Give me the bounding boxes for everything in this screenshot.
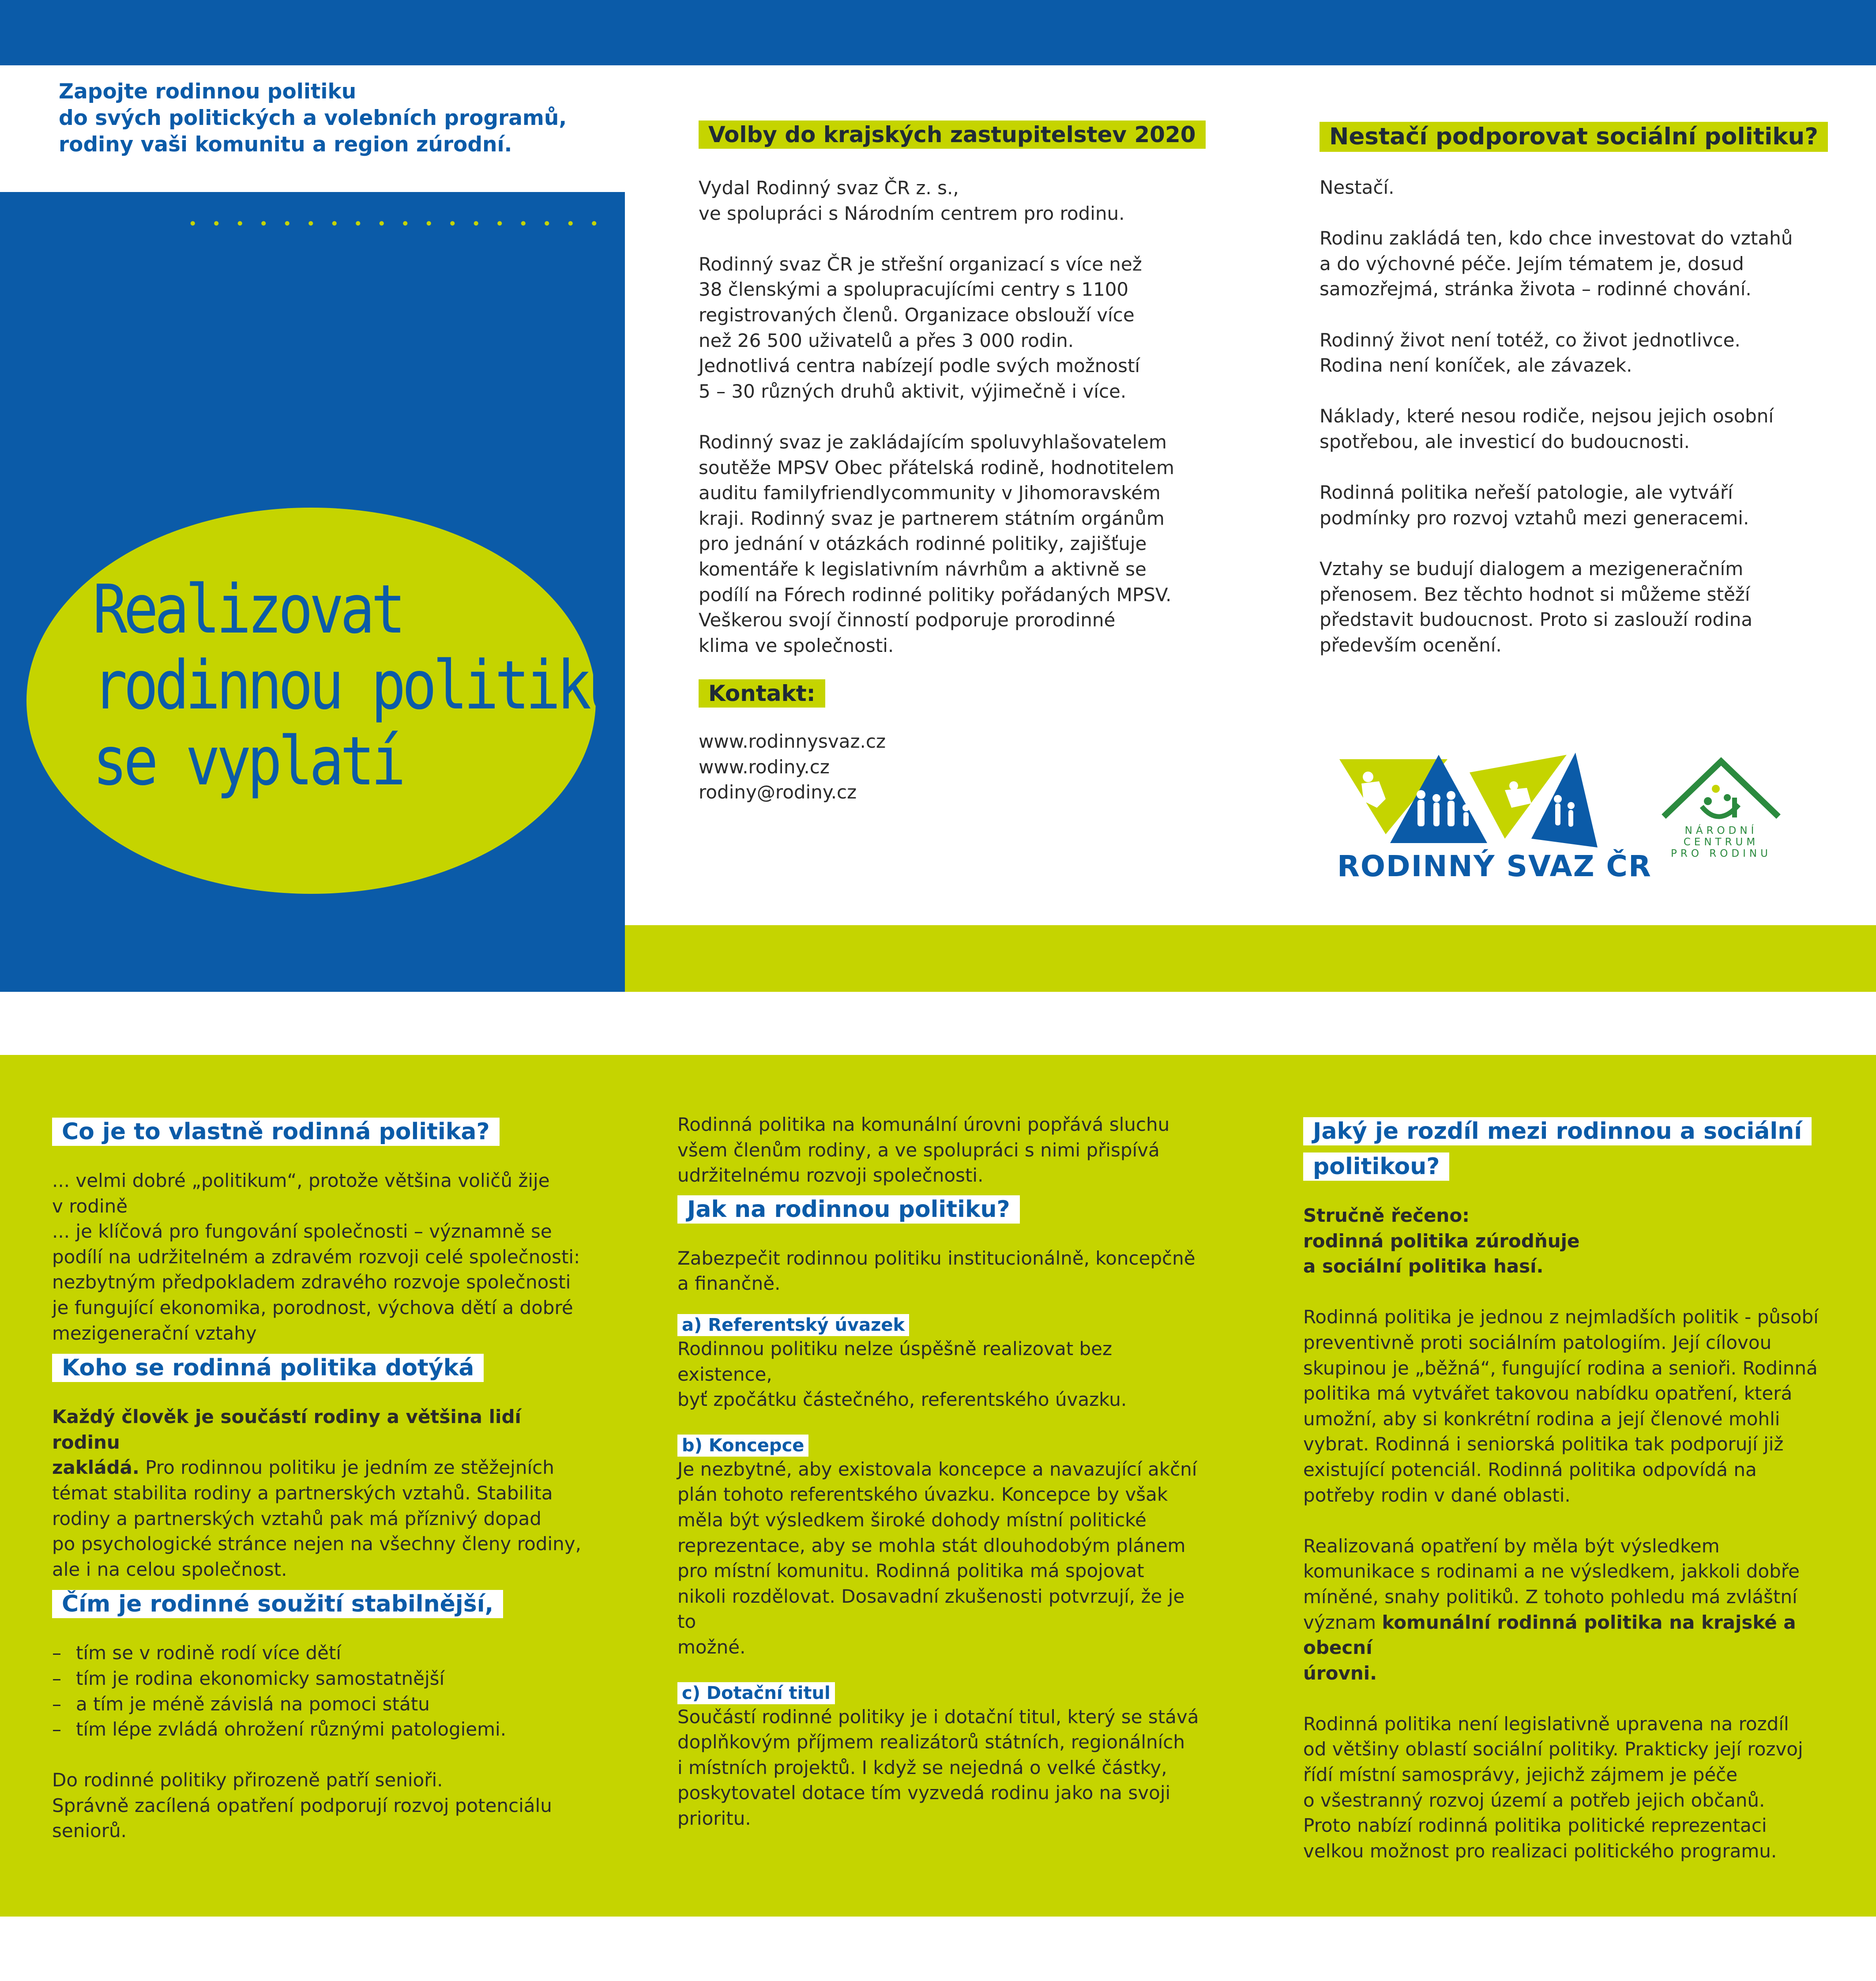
list-text: tím je rodina ekonomicky samostatnější [76, 1667, 445, 1689]
para-line: Veškerou svojí činností podporuje prorodinné [699, 609, 1116, 631]
para-line: nikoli rozdělovat. Dosavadní zkušenosti potvrzují, že je to [677, 1585, 1185, 1633]
para-line: než 26 500 uživatelů a přes 3 000 rodin. [699, 329, 1074, 351]
para-line: Rodinný svaz je zakládajícím spoluvyhlašovatelem [699, 431, 1167, 453]
para-line [52, 1455, 582, 1480]
para-line: reprezentace, aby se mohla stát dlouhodobým plánem [677, 1534, 1186, 1556]
ncpr-line: PRO RODINU [1671, 848, 1771, 859]
para-line: spotřebou, ale investicí do budoucnosti. [1320, 430, 1690, 452]
para-line: seniorů. [52, 1820, 127, 1842]
para-line: míněné, snahy politiků. Z tohoto pohledu má zvláštní [1303, 1586, 1797, 1608]
published-line: Vydal Rodinný svaz ČR z. s., [699, 177, 959, 199]
para-line: poskytovatel dotace tím vyzvedá rodinu jako na svoji [677, 1782, 1171, 1804]
para-line: plán tohoto referentského úvazku. Koncepce by však [677, 1484, 1168, 1506]
para-line: preventivně proti sociálním patologiím. Její cílovou [1303, 1331, 1772, 1353]
para-line: pro jednání v otázkách rodinné politiky, zajišťuje [699, 533, 1147, 555]
para-line: 38 členskými a spolupracujícími centry s 1100 [699, 279, 1129, 301]
para-line: řídí místní samosprávy, jejichž zájmem je péče [1303, 1764, 1738, 1786]
dotted-divider [181, 219, 605, 228]
bottom-left-column [52, 1118, 582, 1844]
para-line: Rodinný život není totéž, co život jednotlivce. [1320, 329, 1741, 351]
para-line: ... velmi dobré „politikum“, protože většina voličů žije [52, 1170, 550, 1191]
para-line: Realizovaná opatření by měla být výsledkem [1303, 1535, 1720, 1557]
hero-line: rodinnou politiku [93, 646, 619, 724]
difference-heading-line2: politikou? [1303, 1152, 1449, 1181]
bold-text: úrovni. [1303, 1662, 1377, 1684]
para-line: v rodině [52, 1195, 128, 1217]
para-line: Vztahy se budují dialogem a mezigeneračním [1320, 557, 1744, 580]
para-line: nezbytným předpokladem zdravého rozvoje společnosti [52, 1271, 571, 1293]
published-line: ve spolupráci s Národním centrem pro rodinu. [699, 202, 1125, 224]
para-line: Je nezbytné, aby existovala koncepce a navazující akční [677, 1458, 1197, 1480]
para-line [1303, 1661, 1846, 1686]
para-line: podmínky pro rozvoj vztahů mezi generacemi. [1320, 507, 1749, 529]
para-line: Rodinná politika je jednou z nejmladších politik - působí [1303, 1306, 1819, 1328]
para-line: umožní, aby si konkrétní rodina a její členové mohli [1303, 1408, 1780, 1430]
contact-email-link[interactable]: rodiny@rodiny.cz [699, 781, 857, 803]
para-line: Nestačí. [1320, 177, 1395, 198]
para-line: registrovaných členů. Organizace obslouží více [699, 304, 1135, 326]
subheading-c: c) Dotační titul [677, 1682, 835, 1704]
para-line: měla být výsledkem široké dohody místní politické [677, 1509, 1147, 1531]
para-line: představit budoucnost. Proto si zaslouží rodina [1320, 609, 1753, 631]
para-line: ... je klíčová pro fungování společnosti – významně se [52, 1220, 552, 1243]
para-line: Proto nabízí rodinná politika politické reprezentaci [1303, 1815, 1767, 1837]
contact-web-link[interactable]: www.rodinnysvaz.cz [699, 731, 886, 753]
para-line: udržitelnému rozvoji společnosti. [677, 1164, 984, 1186]
para-line [52, 1404, 582, 1455]
list-item [52, 1691, 582, 1717]
hero-line: Realizovat [93, 570, 402, 648]
how-heading: Jak na rodinnou politiku? [677, 1195, 1020, 1224]
para-line: ale i na celou společnost. [52, 1558, 287, 1580]
summary-line: Stručně řečeno: [1303, 1205, 1470, 1226]
rodinny-svaz-logo [1337, 746, 1652, 892]
para-line: a do výchovné péče. Jejím tématem je, dosud [1320, 252, 1744, 275]
para-line [1303, 1610, 1846, 1661]
para-line: Součástí rodinné politiky je i dotační titul, který se stává [677, 1706, 1199, 1728]
para-line: komunikace s rodinami a ne výsledkem, jakkoli dobře [1303, 1560, 1800, 1582]
para-line: i místních projektů. I když se nejedná o velké částky, [677, 1756, 1167, 1778]
bold-text: zakládá. [52, 1457, 139, 1479]
para-line: Rodinná politika není legislativně upravena na rozdíl [1303, 1713, 1789, 1735]
top-blue-bar [0, 0, 1876, 65]
para-line: přenosem. Bez těchto hodnot si můžeme stěží [1320, 583, 1750, 605]
para-line: rodiny a partnerských vztahů pak má příznivý dopad [52, 1507, 541, 1529]
summary-line: a sociální politika hasí. [1303, 1255, 1544, 1277]
summary-line: rodinná politika zúrodňuje [1303, 1230, 1580, 1252]
para-line: Rodinu zakládá ten, kdo chce investovat do vztahů [1320, 227, 1793, 249]
bottom-right-column [1303, 1117, 1846, 1864]
social-policy-heading: Nestačí podporovat sociální politiku? [1320, 122, 1828, 152]
intro-line: rodiny vaši komunitu a region zúrodní. [59, 132, 512, 157]
list-dash: – [52, 1667, 61, 1689]
para-line: existující potenciál. Rodinná politika odpovídá na [1303, 1458, 1757, 1480]
ncpr-line: CENTRUM [1683, 836, 1759, 848]
intro-text [59, 79, 615, 158]
contact-web-link[interactable]: www.rodiny.cz [699, 756, 830, 778]
para-line: po psychologické stránce nejen na všechny členy rodiny, [52, 1533, 581, 1555]
para-line: Náklady, které nesou rodiče, nejsou jejich osobní [1320, 405, 1774, 427]
para-line: byť zpočátku částečného, referentského úvazku. [677, 1389, 1127, 1411]
hero-line: se vyplatí [93, 722, 402, 800]
para-text: Pro rodinnou politiku je jedním ze stěžejních [139, 1457, 554, 1479]
para-line: od většiny oblastí sociální politiky. Prakticky její rozvoj [1303, 1738, 1803, 1760]
list-dash: – [52, 1693, 61, 1715]
subheading-b: b) Koncepce [677, 1435, 808, 1457]
para-line: politika má vytvářet takovou nabídku opatření, která [1303, 1382, 1793, 1405]
list-item [52, 1640, 582, 1666]
list-text: tím lépe zvládá ohrožení různými patologiemi. [76, 1718, 507, 1740]
list-text: tím se v rodině rodí více dětí [76, 1642, 342, 1664]
ncpr-logo [1659, 757, 1783, 889]
para-line: doplňkovým příjmem realizátorů státních, regionálních [677, 1731, 1185, 1753]
para-line: především ocenění. [1320, 634, 1502, 656]
para-line: Rodinná politika neřeší patologie, ale vytváří [1320, 482, 1733, 504]
middle-top-column [699, 121, 1196, 805]
lime-strip [625, 925, 1876, 992]
intro-line: do svých politických a volebních programů, [59, 106, 567, 130]
subheading-a: a) Referentský úvazek [677, 1314, 909, 1336]
para-line: Rodina není koníček, ale závazek. [1320, 354, 1632, 377]
para-line: Jednotlivá centra nabízejí podle svých možností [699, 355, 1140, 377]
contact-heading: Kontakt: [699, 679, 825, 708]
house-family-icon [1659, 757, 1783, 823]
ncpr-line: NÁRODNÍ [1684, 825, 1758, 836]
para-line: 5 – 30 různých druhů aktivit, výjimečně i více. [699, 380, 1127, 402]
para-line: samozřejmá, stránka života – rodinné chování. [1320, 278, 1752, 300]
para-line: témat stabilita rodiny a partnerských vztahů. Stabilita [52, 1482, 553, 1504]
list-item [52, 1717, 582, 1742]
list-dash: – [52, 1642, 61, 1664]
hero-title [93, 570, 619, 800]
list-text: a tím je méně závislá na pomoci státu [76, 1693, 430, 1715]
elections-heading: Volby do krajských zastupitelstev 2020 [699, 121, 1206, 149]
bold-text: Každý člověk je součástí rodiny a většina lidí rodinu [52, 1406, 521, 1453]
para-line: Zabezpečit rodinnou politiku institucionálně, koncepčně [677, 1247, 1196, 1269]
para-line: Rodinnou politiku nelze úspěšně realizovat bez existence, [677, 1337, 1113, 1385]
what-is-heading: Co je to vlastně rodinná politika? [52, 1118, 500, 1146]
para-line: soutěže MPSV Obec přátelská rodině, hodnotitelem [699, 456, 1174, 478]
para-line: vybrat. Rodinná i seniorská politika tak podporují již [1303, 1433, 1784, 1455]
para-line: podílí na udržitelném a zdravém rozvoji celé společnosti: [52, 1246, 580, 1268]
para-line: Do rodinné politiky přirozeně patří senioři. [52, 1769, 443, 1791]
bottom-middle-column [677, 1112, 1207, 1831]
para-line: skupinou je „běžná“, fungující rodina a senioři. Rodinná [1303, 1357, 1818, 1379]
para-line: podílí na Fórech rodinné politiky pořádaných MPSV. [699, 584, 1172, 606]
para-line: Rodinná politika na komunální úrovni popřává sluchu [677, 1114, 1170, 1135]
difference-heading-line1: Jaký je rozdíl mezi rodinnou a sociální [1303, 1117, 1812, 1145]
para-line: prioritu. [677, 1807, 751, 1829]
para-line: kraji. Rodinný svaz je partnerem státním orgánům [699, 507, 1165, 529]
family-triangles-icon [1337, 746, 1602, 847]
rodinny-svaz-name: RODINNÝ SVAZ ČR [1337, 849, 1652, 883]
intro-line: Zapojte rodinnou politiku [59, 79, 357, 104]
para-line: a finančně. [677, 1273, 781, 1295]
para-line: potřeby rodin v dané oblasti. [1303, 1484, 1571, 1506]
list-dash: – [52, 1718, 61, 1740]
list-item [52, 1666, 582, 1691]
para-line: velkou možnost pro realizaci politického programu. [1303, 1840, 1777, 1862]
para-text: význam [1303, 1611, 1382, 1633]
para-line: možné. [677, 1636, 746, 1658]
stability-heading: Čím je rodinné soužití stabilnější, [52, 1590, 503, 1618]
para-line: Rodinný svaz ČR je střešní organizací s více než [699, 253, 1142, 275]
para-line: je fungující ekonomika, porodnost, výchova dětí a dobré [52, 1296, 573, 1318]
para-line: Správně zacílená opatření podporují rozvoj potenciálu [52, 1794, 552, 1816]
who-heading: Koho se rodinná politika dotýká [52, 1354, 484, 1382]
para-line: auditu familyfriendlycommunity v Jihomoravském [699, 482, 1161, 504]
para-line: všem členům rodiny, a ve spolupráci s nimi přispívá [677, 1139, 1160, 1161]
para-line: komentáře k legislativním návrhům a aktivně se [699, 558, 1147, 580]
right-top-column [1320, 122, 1831, 658]
bold-text: komunální rodinná politika na krajské a obecní [1303, 1611, 1796, 1659]
para-line: klima ve společnosti. [699, 634, 894, 656]
para-line: pro místní komunitu. Rodinná politika má spojovat [677, 1560, 1144, 1582]
para-line: o všestranný rozvoj území a potřeb jejich občanů. [1303, 1789, 1765, 1811]
para-line: mezigenerační vztahy [52, 1322, 257, 1344]
